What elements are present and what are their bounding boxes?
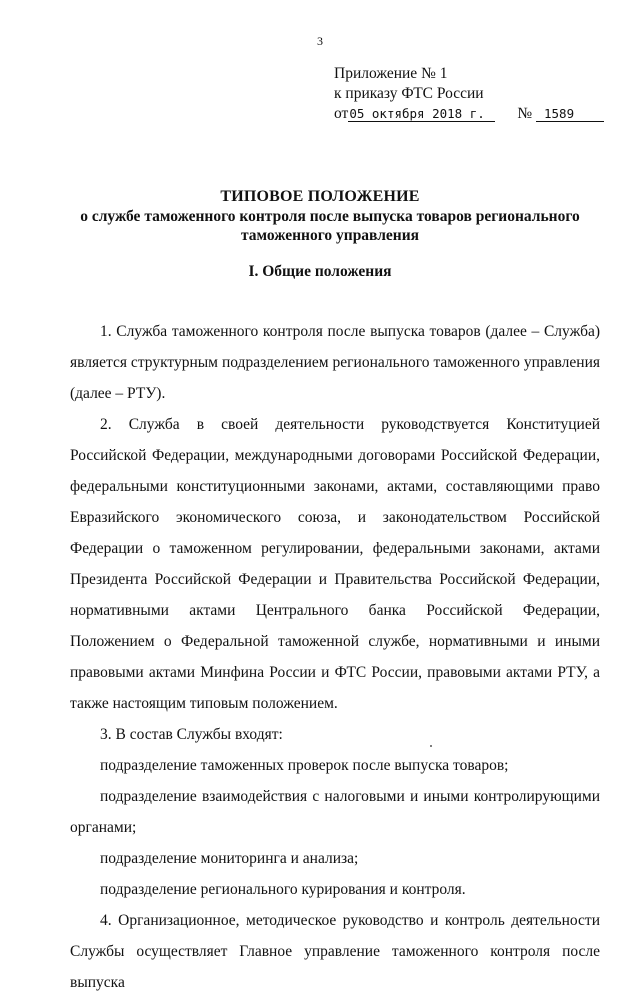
order-number: 1589 [536,107,604,122]
date-prefix: от [334,105,349,122]
document-body [70,316,600,998]
paragraph-1: 1. Служба таможенного контроля после выпуска товаров (далее – Служба) является структурным подразделением регионального таможенного управления (далее – РТУ). [70,323,600,402]
section-heading: I. Общие положения [248,263,392,280]
page-number: 3 [317,34,323,48]
annex-date-number-line [334,104,604,124]
list-item: подразделение мониторинга и анализа; [100,850,359,867]
annex-order-reference: к приказу ФТС России [334,85,484,102]
document-subtitle: о службе таможенного контроля после выпуска товаров регионального таможенного управления [80,208,580,244]
annex-title: Приложение № 1 [334,65,448,82]
list-item: подразделение регионального курирования и контроля. [100,881,466,898]
paragraph-3: 3. В состав Службы входят: [100,726,283,743]
list-item: подразделение таможенных проверок после выпуска товаров; [100,757,509,774]
paragraph-2: 2. Служба в своей деятельности руководствуется Конституцией Российской Федерации, международными договорами Российской Федерации, федеральными конституционными законами, актами, составляющими право Евразийского экономического союза, и законодательством Российской Федерации о таможенном регулировании, федеральными законами, актами Президента Российской Федерации и Правительства Российской Федерации, нормативными актами Центрального банка Российской Федерации, Положением о Федеральной таможенной службе, нормативными и иными правовыми актами Минфина России и ФТС России, правовыми актами РТУ, а также настоящим типовым положением. [70,416,600,712]
annex-block [334,64,604,124]
list-item: подразделение взаимодействия с налоговыми и иными контролирующими органами; [70,788,600,836]
scan-speck [430,745,432,747]
paragraph-4: 4. Организационное, методическое руководство и контроль деятельности Службы осуществляет Главное управление таможенного контроля после выпуска [70,912,600,991]
number-prefix: № [517,105,533,122]
document-title: ТИПОВОЕ ПОЛОЖЕНИЕ [220,188,420,205]
order-date: 05 октября 2018 г. [348,107,495,122]
